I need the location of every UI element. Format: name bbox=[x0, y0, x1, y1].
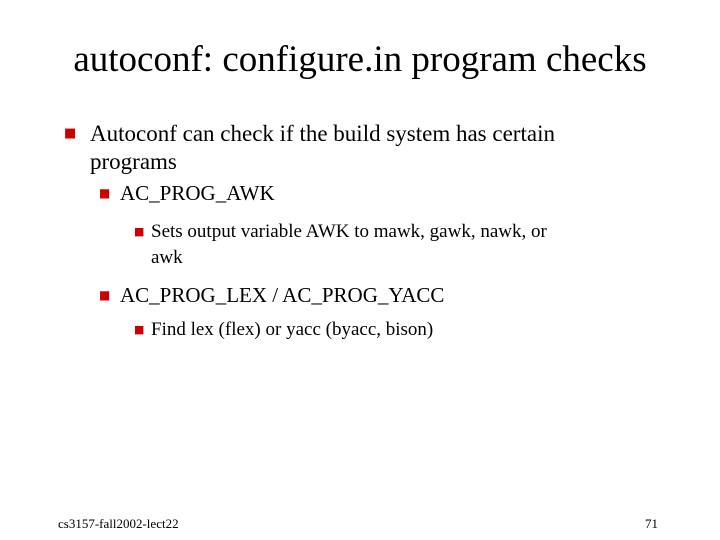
bullet-text: AC_PROG_LEX / AC_PROG_YACC bbox=[120, 283, 445, 307]
square-bullet-icon: ■ bbox=[134, 225, 145, 238]
bullet-level-2 bbox=[99, 282, 445, 308]
bullet-level-3 bbox=[134, 219, 547, 271]
square-bullet-icon: ■ bbox=[99, 186, 111, 200]
bullet-level-1 bbox=[64, 120, 555, 176]
bullet-text-line: programs bbox=[90, 149, 177, 174]
bullet-level-3 bbox=[134, 317, 434, 343]
bullet-text-line: Sets output variable AWK to mawk, gawk, nawk, or bbox=[151, 221, 547, 242]
bullet-text: AC_PROG_AWK bbox=[120, 181, 275, 205]
page-number: 71 bbox=[645, 516, 658, 531]
square-bullet-icon: ■ bbox=[134, 323, 145, 336]
bullet-text-line: awk bbox=[151, 247, 183, 268]
bullet-level-2 bbox=[99, 180, 275, 206]
bullet-text-line: Autoconf can check if the build system has certain bbox=[90, 121, 555, 146]
bullet-text: Find lex (flex) or yacc (byacc, bison) bbox=[151, 319, 434, 340]
footer-course-label: cs3157-fall2002-lect22 bbox=[58, 516, 179, 531]
slide-title: autoconf: configure.in program checks bbox=[73, 39, 647, 80]
square-bullet-icon: ■ bbox=[99, 288, 111, 302]
square-bullet-icon: ■ bbox=[64, 126, 77, 141]
